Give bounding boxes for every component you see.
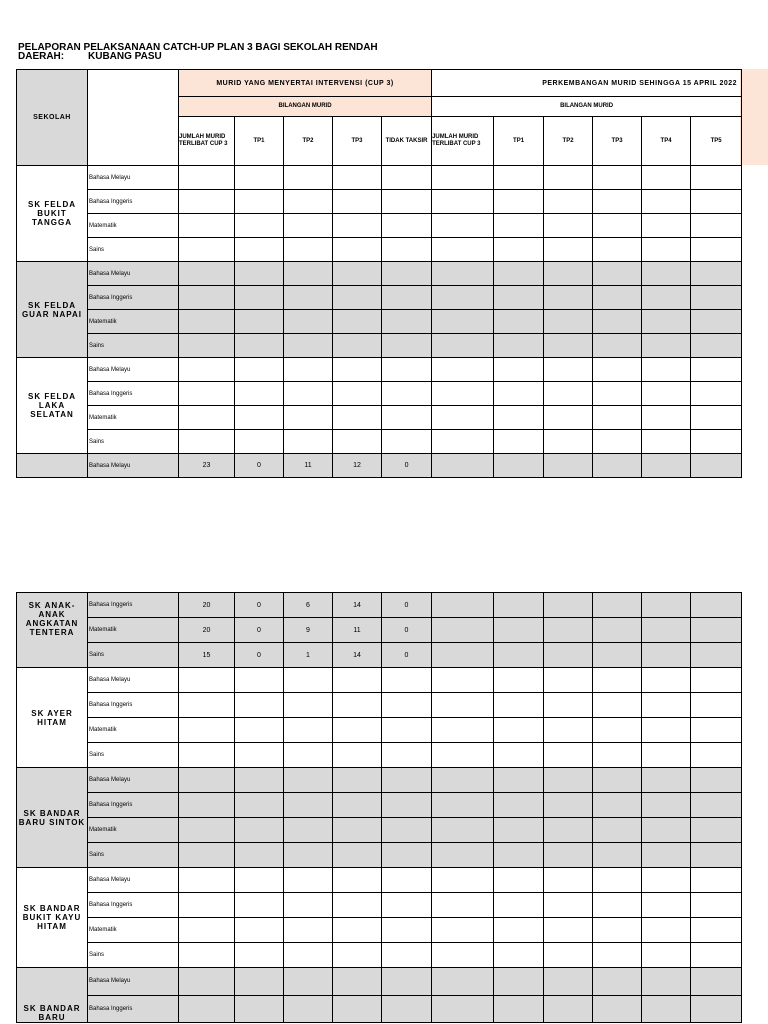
subject-label: Sains xyxy=(88,743,179,768)
value-cell: 1 xyxy=(284,643,333,668)
subject-label: Bahasa Inggeris xyxy=(88,693,179,718)
subject-label: Bahasa Inggeris xyxy=(88,793,179,818)
subject-label: Bahasa Inggeris xyxy=(88,286,179,310)
subject-label: Matematik xyxy=(88,618,179,643)
report-table-top xyxy=(16,69,742,478)
header-tp3-left: TP3 xyxy=(333,117,382,166)
header-tp1-left: TP1 xyxy=(235,117,284,166)
subject-label: Matematik xyxy=(88,310,179,334)
header-tp2-right: TP2 xyxy=(544,117,593,166)
header-group-right: PERKEMBANGAN MURID SEHINGGA 15 APRIL 2022 xyxy=(432,70,742,97)
subject-label: Sains xyxy=(88,843,179,868)
school-name: SK FELDA GUAR NAPAI xyxy=(17,262,88,358)
header-jumlah-right: JUMLAH MURID TERLIBAT CUP 3 xyxy=(432,117,494,166)
value-cell: 14 xyxy=(333,593,382,618)
subject-label: Sains xyxy=(88,643,179,668)
subject-label: Bahasa Inggeris xyxy=(88,593,179,618)
value-cell: 0 xyxy=(382,454,432,478)
school-name: SK FELDA BUKIT TANGGA xyxy=(17,166,88,262)
subject-label: Matematik xyxy=(88,918,179,943)
header-tp1-right: TP1 xyxy=(494,117,544,166)
header-tidak-taksir: TIDAK TAKSIR xyxy=(382,117,432,166)
subject-label: Bahasa Melayu xyxy=(88,668,179,693)
subject-label: Sains xyxy=(88,430,179,454)
header-subject-blank xyxy=(88,70,179,166)
subject-label: Bahasa Melayu xyxy=(88,262,179,286)
report-table-bottom xyxy=(16,592,742,1023)
subject-label: Sains xyxy=(88,334,179,358)
subject-label: Matematik xyxy=(88,406,179,430)
header-bilangan-left: BILANGAN MURID xyxy=(179,97,432,117)
header-jumlah-left: JUMLAH MURID TERLIBAT CUP 3 xyxy=(179,117,235,166)
header-sekolah: SEKOLAH xyxy=(17,70,88,166)
subject-label: Bahasa Melayu xyxy=(88,768,179,793)
value-cell: 20 xyxy=(179,593,235,618)
value-cell: 9 xyxy=(284,618,333,643)
value-cell: 0 xyxy=(235,618,284,643)
header-peach-extension xyxy=(740,69,768,165)
value-cell: 14 xyxy=(333,643,382,668)
school-name-empty xyxy=(17,454,88,478)
value-cell: 12 xyxy=(333,454,382,478)
value-cell: 11 xyxy=(333,618,382,643)
subject-label: Matematik xyxy=(88,818,179,843)
header-group-left: MURID YANG MENYERTAI INTERVENSI (CUP 3) xyxy=(179,70,432,97)
header-tp4-right: TP4 xyxy=(642,117,691,166)
subject-label: Bahasa Melayu xyxy=(88,968,179,996)
school-name: SK BANDAR BUKIT KAYU HITAM xyxy=(17,868,88,968)
school-name: SK BANDAR BARU SINTOK xyxy=(17,768,88,868)
header-tp3-right: TP3 xyxy=(593,117,642,166)
value-cell: 0 xyxy=(382,593,432,618)
daerah-value: KUBANG PASU xyxy=(88,51,162,62)
header-tp2-left: TP2 xyxy=(284,117,333,166)
header-tp5-right: TP5 xyxy=(691,117,742,166)
value-cell: 20 xyxy=(179,618,235,643)
subject-label: Bahasa Melayu xyxy=(88,454,179,478)
subject-label: Matematik xyxy=(88,718,179,743)
subject-label: Bahasa Melayu xyxy=(88,868,179,893)
subject-label: Bahasa Inggeris xyxy=(88,190,179,214)
value-cell: 0 xyxy=(382,643,432,668)
value-cell: 0 xyxy=(382,618,432,643)
subject-label: Matematik xyxy=(88,214,179,238)
value-cell: 0 xyxy=(235,593,284,618)
subject-label: Bahasa Inggeris xyxy=(88,893,179,918)
subject-label: Sains xyxy=(88,238,179,262)
value-cell: 11 xyxy=(284,454,333,478)
subject-label: Bahasa Inggeris xyxy=(88,995,179,1023)
value-cell: 0 xyxy=(235,454,284,478)
subject-label: Sains xyxy=(88,943,179,968)
value-cell: 23 xyxy=(179,454,235,478)
subject-label: Bahasa Melayu xyxy=(88,358,179,382)
school-name: SK BANDAR BARU xyxy=(17,968,88,1023)
school-name: SK ANAK-ANAK ANGKATAN TENTERA xyxy=(17,593,88,668)
school-name: SK FELDA LAKA SELATAN xyxy=(17,358,88,454)
daerah-label: DAERAH: xyxy=(18,51,65,62)
school-name: SK AYER HITAM xyxy=(17,668,88,768)
report-title: PELAPORAN PELAKSANAAN CATCH-UP PLAN 3 BAGI SEKOLAH RENDAH xyxy=(18,42,378,53)
subject-label: Bahasa Melayu xyxy=(88,166,179,190)
value-cell: 6 xyxy=(284,593,333,618)
value-cell: 15 xyxy=(179,643,235,668)
subject-label: Bahasa Inggeris xyxy=(88,382,179,406)
value-cell: 0 xyxy=(235,643,284,668)
header-bilangan-right: BILANGAN MURID xyxy=(432,97,742,117)
